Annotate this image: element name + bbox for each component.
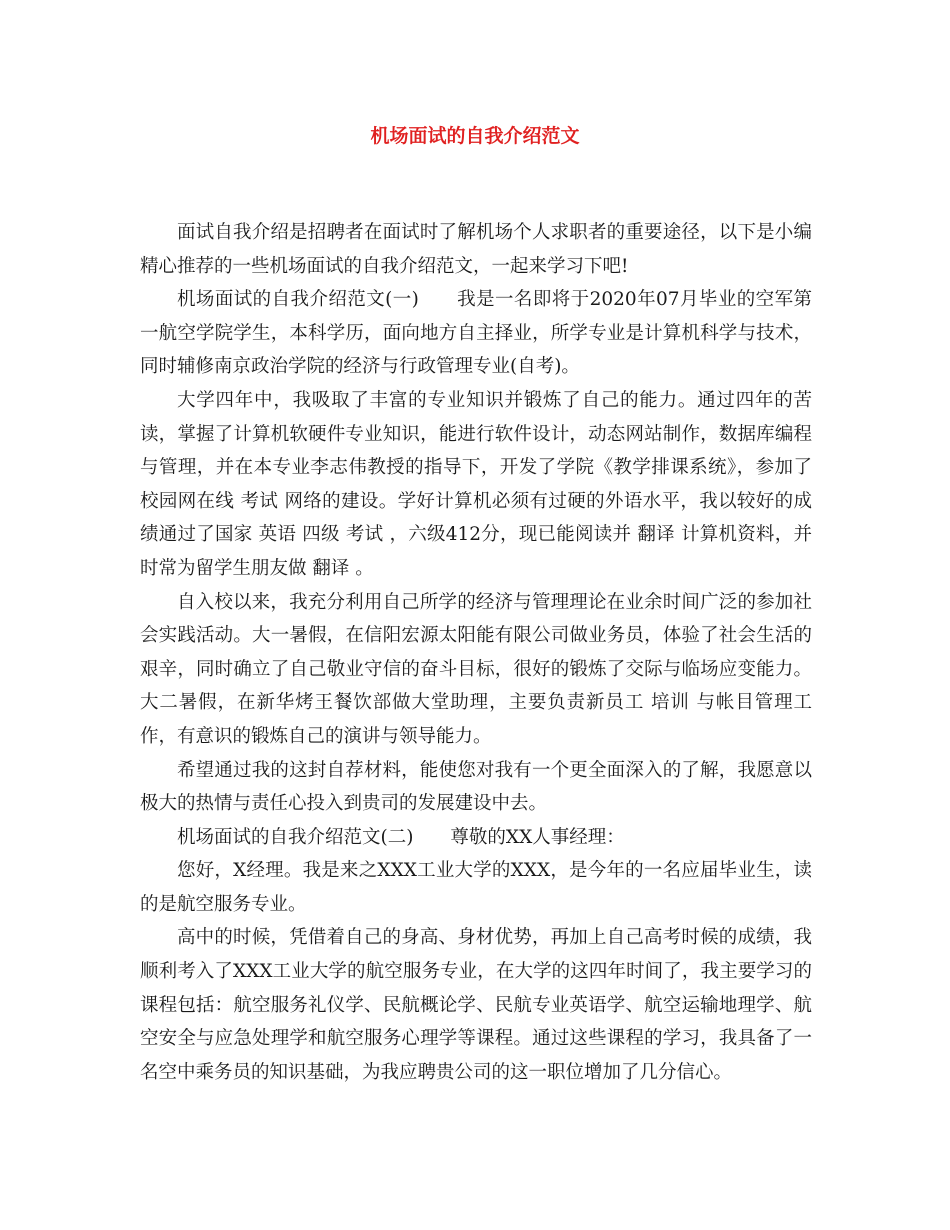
paragraph-university-study: 大学四年中，我吸取了丰富的专业知识并锻炼了自己的能力。通过四年的苦读，掌握了计算机软硬件专业知识，能进行软件设计，动态网站制作，数据库编程与管理，并在本专业李志伟教授的指导下，开发了学院《教学排课系统》，参加了校园网在线 考试 网络的建设。学好计算机必须有过硬的外语水平，我以较好的成绩通过了国家 英语 四级 考试 ，六级412分，现已能阅读并 翻译 计算机资料，并时常为留学生朋友做 翻译 。 xyxy=(140,389,812,579)
document-body xyxy=(140,216,812,1089)
paragraph-greeting: 您好，X经理。我是来之XXX工业大学的XXX，是今年的一名应届毕业生，读的是航空服务专业。 xyxy=(140,860,812,915)
paragraph-intro: 面试自我介绍是招聘者在面试时了解机场个人求职者的重要途径，以下是小编精心推荐的一些机场面试的自我介绍范文，一起来学习下吧! xyxy=(140,222,812,277)
paragraph-high-school: 高中的时候，凭借着自己的身高、身材优势，再加上自己高考时候的成绩，我顺利考入了XXX工业大学的航空服务专业，在大学的这四年时间了，我主要学习的课程包括：航空服务礼仪学、民航概论学、民航专业英语学、航空运输地理学、航空安全与应急处理学和航空服务心理学等课程。通过这些课程的学习，我具备了一名空中乘务员的知识基础，为我应聘贵公司的这一职位增加了几分信心。 xyxy=(140,927,812,1083)
paragraph-social-practice: 自入校以来，我充分利用自己所学的经济与管理理论在业余时间广泛的参加社会实践活动。大一暑假，在信阳宏源太阳能有限公司做业务员，体验了社会生活的艰辛，同时确立了自己敬业守信的奋斗目标，很好的锻炼了交际与临场应变能力。大二暑假，在新华烤王餐饮部做大堂助理，主要负责新员工 培训 与帐目管理工作，有意识的锻炼自己的演讲与领导能力。 xyxy=(140,591,812,747)
document-title: 机场面试的自我介绍范文 xyxy=(370,125,580,147)
paragraph-sample-one-opening: 机场面试的自我介绍范文(一) 我是一名即将于2020年07月毕业的空军第一航空学院学生，本科学历，面向地方自主择业，所学专业是计算机科学与技术，同时辅修南京政治学院的经济与行政管理专业(自考)。 xyxy=(140,289,812,378)
paragraph-sample-two-opening: 机场面试的自我介绍范文(二) 尊敬的XX人事经理： xyxy=(177,826,625,848)
paragraph-closing-hope: 希望通过我的这封自荐材料，能使您对我有一个更全面深入的了解，我愿意以极大的热情与责任心投入到贵司的发展建设中去。 xyxy=(140,759,812,815)
